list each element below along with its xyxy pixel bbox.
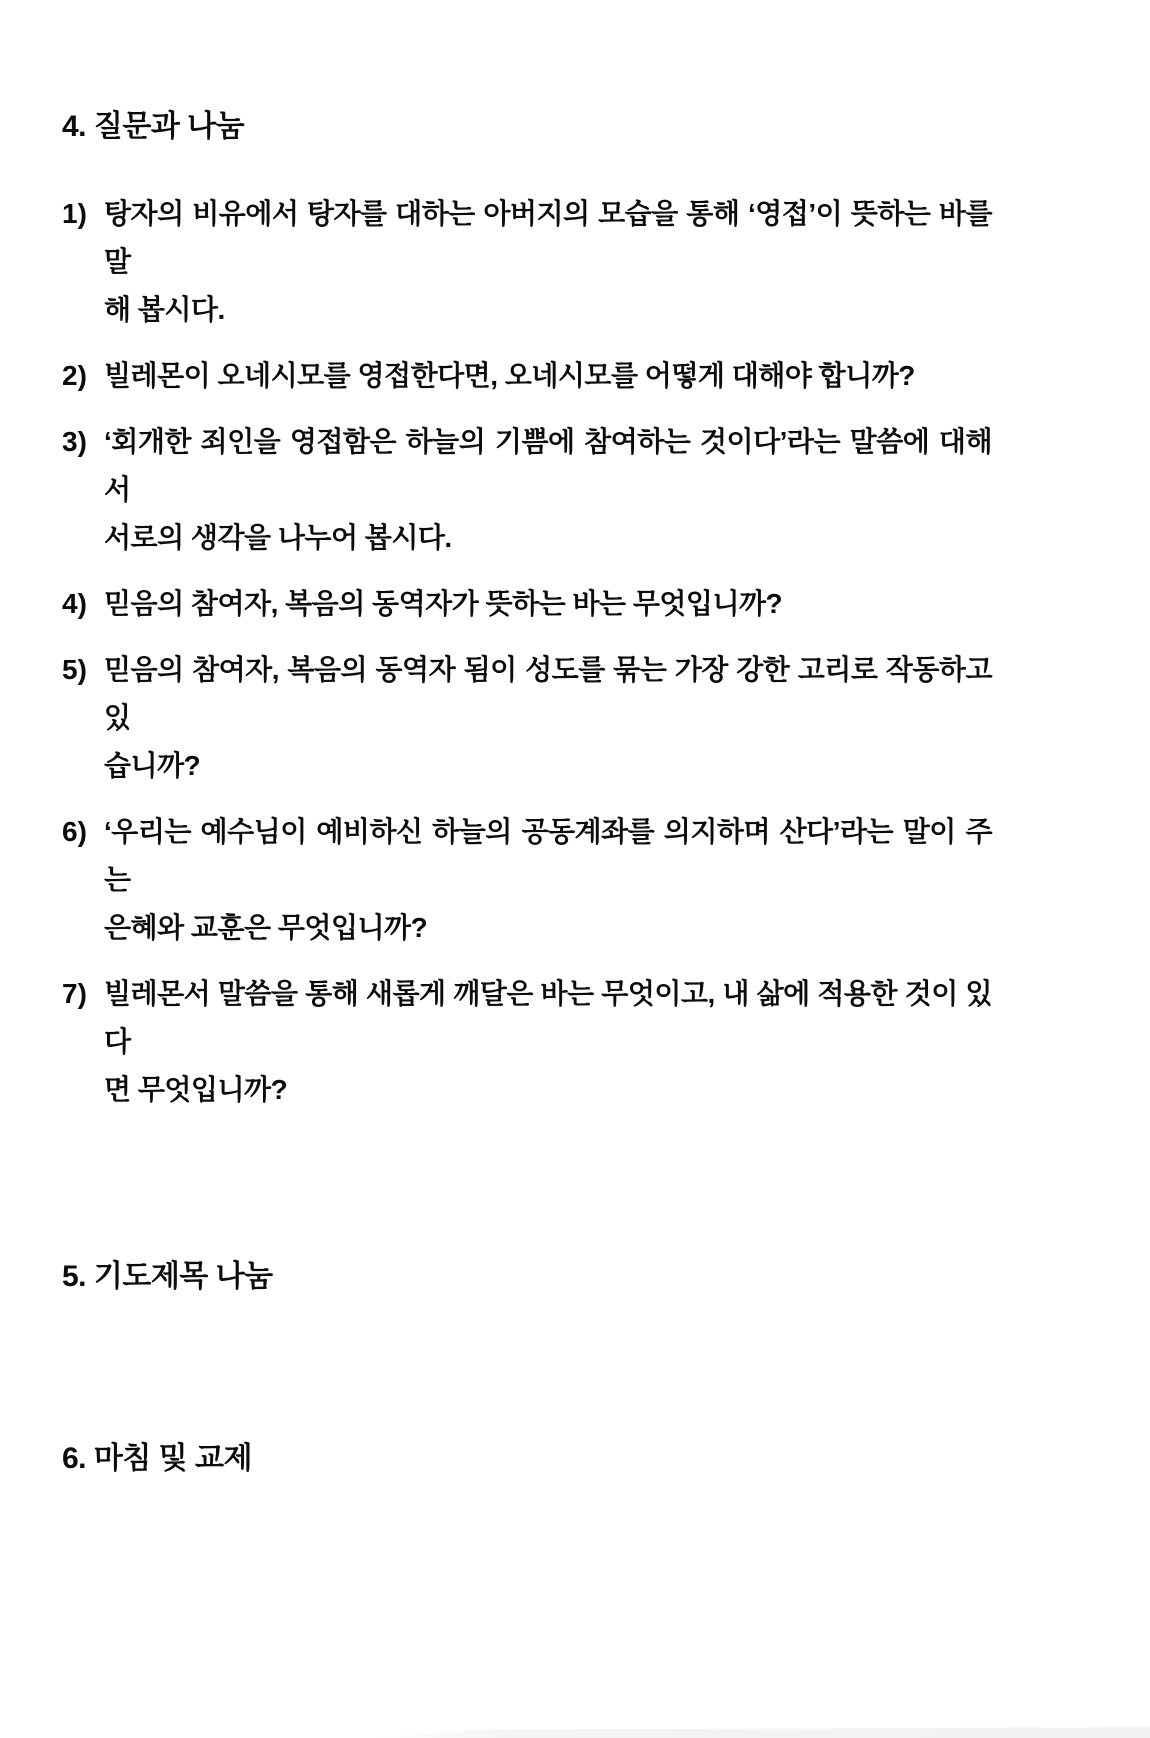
question-line: 빌레몬서 말씀을 통해 새롭게 깨달은 바는 무엇이고, 내 삶에 적용한 것이 있다 — [104, 978, 992, 1057]
question-number: 3) — [62, 426, 87, 457]
question-item-4 — [62, 580, 1092, 628]
question-text — [104, 646, 992, 790]
question-line: 탕자의 비유에서 탕자를 대하는 아버지의 모습을 통해 ‘영접’이 뜻하는 바를 말 — [104, 198, 992, 277]
question-item-2 — [62, 352, 1092, 400]
question-item-5 — [62, 646, 1092, 790]
question-line: ‘회개한 죄인을 영접함은 하늘의 기쁨에 참여하는 것이다’라는 말씀에 대해서 — [104, 426, 992, 505]
section-heading-questions: 4. 질문과 나눔 — [62, 110, 245, 143]
question-line: ‘우리는 예수님이 예비하신 하늘의 공동계좌를 의지하며 산다’라는 말이 주는 — [104, 816, 992, 895]
question-line: 습니까? — [104, 750, 201, 781]
question-list — [62, 190, 1092, 1114]
question-line: 빌레몬이 오네시모를 영접한다면, 오네시모를 어떻게 대해야 합니까? — [104, 360, 915, 391]
question-number: 2) — [62, 360, 87, 391]
question-text — [104, 352, 992, 400]
question-line: 서로의 생각을 나누어 봅시다. — [104, 522, 452, 553]
question-text — [104, 808, 992, 952]
page-bottom-shadow — [370, 1726, 1150, 1738]
question-line: 해 봅시다. — [104, 294, 225, 325]
question-item-6 — [62, 808, 1092, 952]
question-number: 6) — [62, 816, 87, 847]
question-number: 5) — [62, 654, 87, 685]
question-item-3 — [62, 418, 1092, 562]
question-text — [104, 580, 992, 628]
question-line: 은혜와 교훈은 무엇입니까? — [104, 912, 428, 943]
question-item-7 — [62, 970, 1092, 1114]
question-line: 믿음의 참여자, 복음의 동역자 됨이 성도를 묶는 가장 강한 고리로 작동하고 있 — [104, 654, 992, 733]
question-line: 면 무엇입니까? — [104, 1074, 288, 1105]
question-line: 믿음의 참여자, 복음의 동역자가 뜻하는 바는 무엇입니까? — [104, 588, 783, 619]
question-text — [104, 418, 992, 562]
question-number: 1) — [62, 198, 87, 229]
section-heading-prayer: 5. 기도제목 나눔 — [62, 1260, 273, 1293]
question-number: 4) — [62, 588, 87, 619]
question-item-1 — [62, 190, 1092, 334]
section-heading-closing: 6. 마침 및 교제 — [62, 1442, 252, 1475]
question-text — [104, 190, 992, 334]
question-text — [104, 970, 992, 1114]
question-number: 7) — [62, 978, 87, 1009]
